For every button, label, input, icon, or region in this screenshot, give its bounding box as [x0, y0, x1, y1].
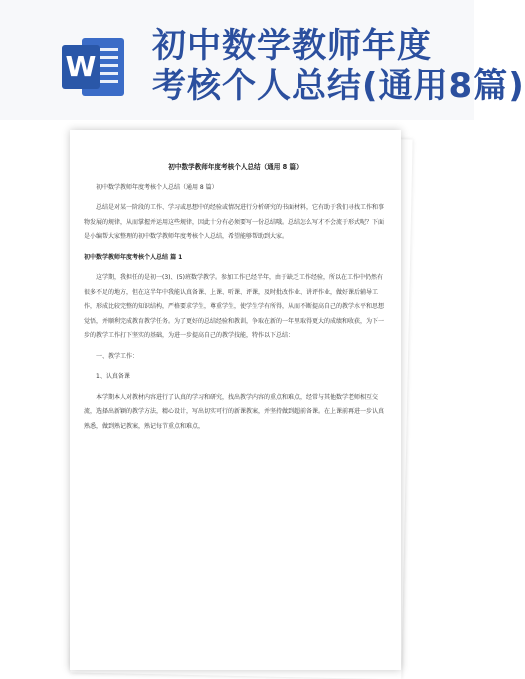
page-title-line1: 初中数学教师年度 [152, 26, 432, 66]
page-title-line2: 考核个人总结(通用8篇) [152, 66, 525, 106]
item-heading-1: 一、教学工作： [96, 352, 139, 360]
intro-paragraph: 总结是对某一阶段的工作、学习或思想中的经验或情况进行分析研究的书面材料，它有助于我们寻找工作和事物发展的规律，从而掌握并运用这些规律，因此十分有必须要写一份总结哦。总结怎么写才不会流于形式呢？下面是小编帮大家整理的初中数学教师年度考核个人总结，希望能够帮助到大家。 [84, 204, 385, 240]
section-heading: 初中数学教师年度考核个人总结 篇 1 [84, 253, 183, 261]
item-heading-2: 1、认真备课 [96, 373, 130, 380]
word-document-icon [62, 38, 124, 96]
paragraph-2: 本学期本人对教材内容进行了认真的学习和研究，找出教学内容的重点和难点，经常与其他数学老师相互交流，选择出新颖的教学方法，精心设计，写出切实可行的新课教案，并坚持做到超前备课。在上课前再进一步认真熟悉，做到熟记教案，熟记每节重点和难点， [84, 393, 385, 430]
document-title: 初中数学教师年度考核个人总结（通用 8 篇） [168, 163, 303, 171]
page-title [152, 26, 525, 106]
word-icon-letter: W [62, 45, 100, 89]
document-subtitle: 初中数学教师年度考核个人总结（通用 8 篇） [96, 183, 218, 191]
paragraph-1: 这学期，我担任的是初一(3)、(5)班数学教学。参加工作已经半年，由于缺乏工作经验，所以在工作中仍然有很多不足的地方，但在这半年中我能认真备课、上课、听课、评课，及时批改作业、讲评作业，做好课后辅导工作，形成比较完整的知识结构，严格要求学生，尊重学生，使学生学有所得，从而不断提高自己的教学水平和思想觉悟，并顺利完成教育教学任务。为了更好的总结经验和教训，争取在新的一年里取得更大的成绩和收获，为下一步的教学工作打下坚实的基础，为进一步提高自己的教学技能，特作以下总结： [84, 274, 385, 339]
document-body [84, 160, 387, 440]
header-banner [0, 0, 525, 120]
